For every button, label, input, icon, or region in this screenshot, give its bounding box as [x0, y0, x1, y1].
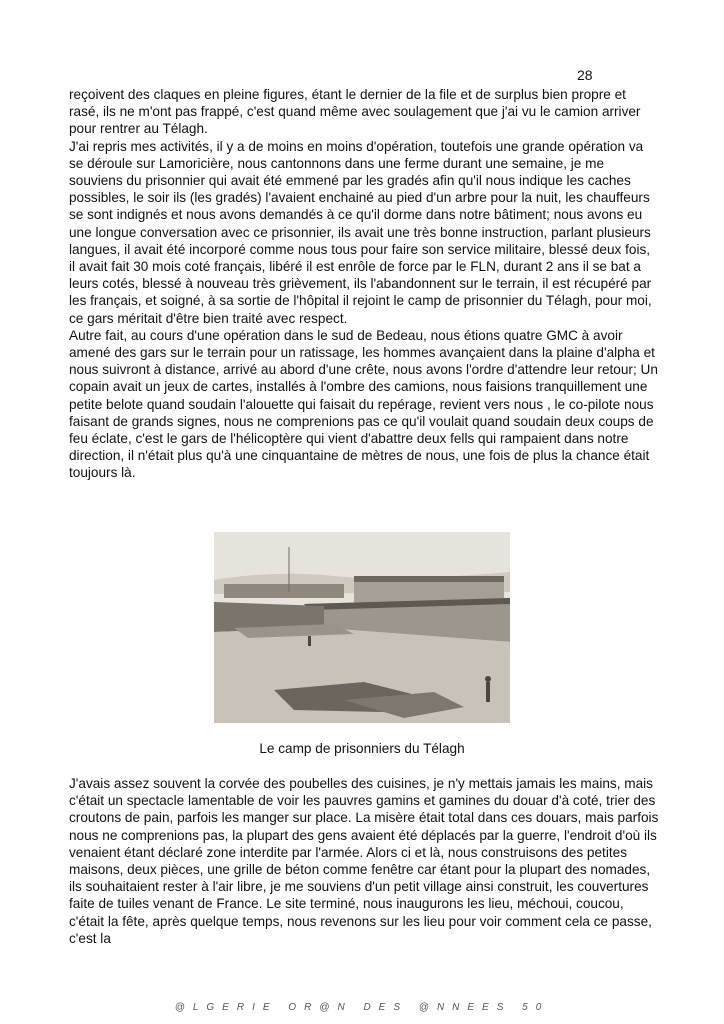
paragraph: reçoivent des claques en pleine figures, étant le dernier de la file et de surplus bien propre et rasé, ils ne m'ont pas frappé, c'est quand même avec soulagement que j'ai vu le camion arriver pour rentrer au Télagh.: [69, 87, 641, 137]
body-text-top: [69, 86, 659, 482]
paragraph: J'avais assez souvent la corvée des poubelles des cuisines, je n'y mettais jamais les mains, mais c'était un spectacle lamentable de voir les pauvres gamins et gamines du douar d'à coté, trier des croutons de pain, parfois les manger sur place. La misère était total dans ces douars, mais parfois nous ne comprenions pas, la plupart des gens avaient été déplacés par la guerre, l'endroit d'où ils venaient étant déclaré zone interdite par l'armée. Alors ci et là, nous construisons des petites maisons, deux pièces, une grille de béton comme fenêtre car étant pour la plupart des nomades, ils souhaitaient rester à l'air libre, je me souviens d'un petit village ainsi construit, les couvertures faite de tuiles venant de France. Le site terminé, nous inaugurons les lieu, méchoui, coucou, c'était la fête, après quelque temps, nous revenons sur les lieu pour voir comment cela ce passe, c'est la: [69, 776, 659, 946]
camp-photo: [214, 532, 510, 723]
photo-caption: Le camp de prisonniers du Télagh: [259, 741, 465, 756]
paragraph: Autre fait, au cours d'une opération dans le sud de Bedeau, nous étions quatre GMC à avoir amené des gars sur le terrain pour un ratissage, les hommes avançaient dans la plaine d'alpha et nous suivront à distance, arrivé au abord d'une crête, nous avons l'ordre d'attendre leur retour; Un copain avait un jeux de cartes, installés à l'ombre des camions, nous faisions tranquillement une petite belote quand soudain l'alouette qui faisait du repérage, revient vers nous , le co-pilote nous faisant de grands signes, nous ne comprenions pas ce qu'il voulait quand soudain deux coups de feu éclate, c'est le gars de l'hélicoptère qui vient d'abattre deux fells qui rampaient dans notre direction, il n'était plus qu'à une cinquantaine de mètres de nous, une fois de plus la chance était toujours là.: [69, 327, 658, 481]
body-text-bottom: [69, 775, 659, 947]
paragraph: J'ai repris mes activités, il y a de moins en moins d'opération, toutefois une grande opération va se déroule sur Lamoricière, nous cantonnons dans une ferme durant une semaine, je me souviens du prisonnier qui avait été emmené par les gradés afin qu'il nous indique les caches possibles, le soir ils (les gradés) l'avaient enchainé au pied d'un arbre pour la nuit, les chauffeurs se sont indignés et nous avons demandés à ce qu'il dorme dans notre bâtiment; nous avons eu une longue conversation avec ce prisonnier, ils avait une très bonne instruction, parlant plusieurs langues, il avait été incorporé comme nous tous pour faire son service militaire, blessé deux fois, il avait fait 30 mois coté français, libéré il est enrôle de force par le FLN, durant 2 ans il se bat a leurs cotés, blessé à nouveau très grièvement, ils l'abandonnent sur le terrain, il est récupéré par les français, et soigné, à sa sortie de l'hôpital il rejoint le camp de prisonnier du Télagh, pour moi, ce gars méritait d'être bien traité avec respect.: [69, 138, 652, 326]
page-number: 28: [577, 67, 593, 83]
footer: @LGERIE OR@N DES @NNEES 50: [174, 1002, 550, 1013]
